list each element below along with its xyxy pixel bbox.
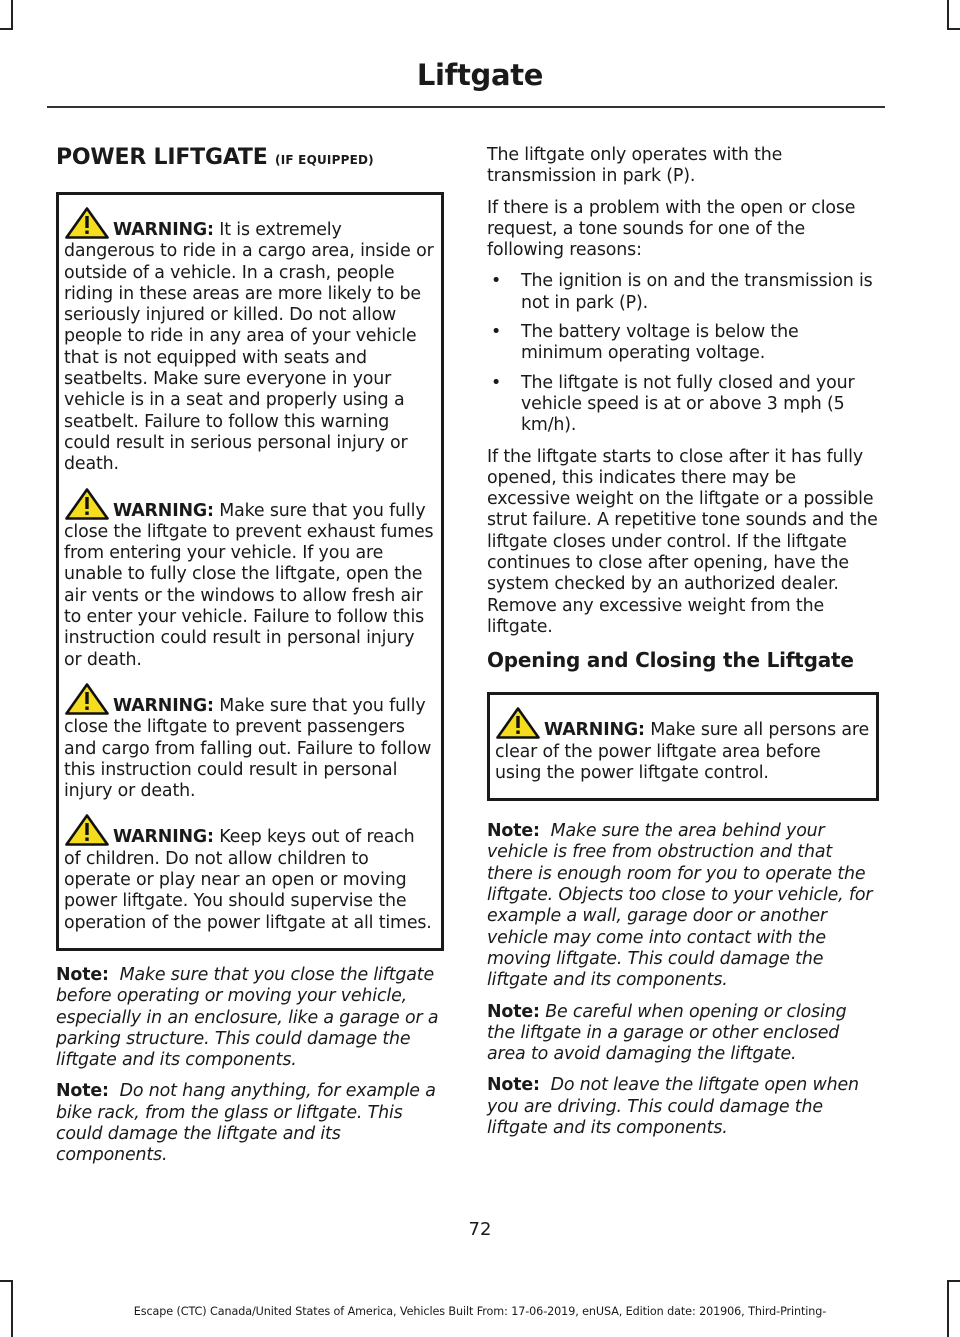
note-2 bbox=[56, 1081, 444, 1166]
note-obstruction bbox=[487, 821, 879, 991]
warning-box bbox=[487, 692, 879, 801]
warning-text: It is extremely dangerous to ride in a cargo area, inside or outside of a vehicle. In a crash, people riding in these areas are more likely to be seriously injured or killed. Do not allow people to ride in any area of your vehicle that is not equipped with seats and seatbelts. Make sure everyone in your vehicle is in a seat and properly using a seatbelt. Failure to follow this warning could result in serious personal injury or death. bbox=[64, 220, 434, 475]
note-label: Note: bbox=[56, 964, 109, 985]
note-text: Make sure that you close the liftgate before operating or moving your vehicle, especially in an enclosure, like a garage or a parking structure. This could damage the liftgate and its components. bbox=[56, 964, 439, 1071]
warning-1 bbox=[64, 207, 435, 476]
list-item-text: The ignition is on and the transmission is not in park (P). bbox=[521, 271, 873, 313]
crop-mark-top-right-h bbox=[947, 28, 960, 30]
note-label: Note: bbox=[487, 1075, 540, 1096]
warning-3 bbox=[64, 683, 435, 802]
paragraph-tone: If there is a problem with the open or close request, a tone sounds for one of the following reasons: bbox=[487, 197, 856, 261]
crop-mark-bottom-left-h bbox=[0, 1280, 13, 1282]
note-driving bbox=[487, 1075, 879, 1139]
warning-text: Make sure that you fully close the liftgate to prevent exhaust fumes from entering your vehicle. If you are unable to fully close the liftgate, open the air vents or the windows to allow fresh air to enter your vehicle. Failure to follow this instruction could result in personal injury or death. bbox=[64, 500, 434, 670]
section-title-text: POWER LIFTGATE bbox=[56, 145, 268, 170]
warning-triangle-icon bbox=[65, 814, 109, 846]
warning-text: Make sure that you fully close the liftgate to prevent passengers and cargo from falling out. Failure to follow this instruction could result in personal injury or death. bbox=[64, 695, 432, 802]
crop-mark-top-right-v bbox=[947, 0, 949, 28]
warning-label: WARNING: bbox=[544, 720, 645, 741]
page-header-title: Liftgate bbox=[416, 58, 544, 92]
crop-mark-bottom-right-h bbox=[947, 1280, 960, 1282]
spacer bbox=[56, 951, 444, 965]
list-item bbox=[487, 322, 879, 365]
section-title bbox=[56, 145, 444, 170]
right-column bbox=[487, 145, 879, 1149]
list-item bbox=[487, 271, 879, 314]
section-title-suffix: (IF EQUIPPED) bbox=[275, 153, 374, 167]
note-label: Note: bbox=[487, 821, 540, 842]
page-footer: Escape (CTC) Canada/United States of America, Vehicles Built From: 17-06-2019, enUSA, Edition date: 201906, Third-Printing- bbox=[133, 1305, 827, 1318]
warning-label: WARNING: bbox=[113, 500, 214, 521]
warning-text: Keep keys out of reach of children. Do not allow children to operate or play near an open or moving power liftgate. You should supervise the operation of the power liftgate at all times. bbox=[64, 827, 432, 933]
crop-mark-top-left-v bbox=[11, 0, 13, 28]
note-text: Make sure the area behind your vehicle is free from obstruction and that there is enough room for you to operate the liftgate. Objects too close to your vehicle, for example a wall, garage door or another vehicle may come into contact with the moving liftgate. This could damage the liftgate and its components. bbox=[487, 821, 873, 991]
page-number: 72 bbox=[468, 1219, 492, 1240]
warning-persons bbox=[495, 707, 870, 784]
note-text: Do not leave the liftgate open when you are driving. This could damage the liftgate and its components. bbox=[487, 1075, 859, 1138]
warning-label: WARNING: bbox=[113, 827, 214, 848]
warning-triangle-icon bbox=[496, 707, 540, 739]
warning-label: WARNING: bbox=[113, 220, 214, 240]
bullet-icon: • bbox=[491, 271, 502, 292]
note-1 bbox=[56, 965, 444, 1071]
warning-box bbox=[56, 192, 444, 951]
list-item-text: The liftgate is not fully closed and your vehicle speed is at or above 3 mph (5 km/h). bbox=[521, 372, 855, 436]
note-text: Do not hang anything, for example a bike rack, from the glass or liftgate. This could damage the liftgate and its components. bbox=[56, 1081, 436, 1166]
header-divider bbox=[47, 106, 885, 108]
note-text: Be careful when opening or closing the liftgate in a garage or other enclosed area to avoid damaging the liftgate. bbox=[487, 1001, 847, 1065]
note-label: Note: bbox=[487, 1001, 540, 1022]
left-column bbox=[56, 145, 444, 1177]
note-garage bbox=[487, 1002, 879, 1066]
list-item-text: The battery voltage is below the minimum operating voltage. bbox=[521, 322, 799, 364]
reasons-list bbox=[487, 271, 879, 436]
bullet-icon: • bbox=[491, 322, 502, 343]
warning-label: WARNING: bbox=[113, 695, 214, 716]
bullet-icon: • bbox=[491, 372, 502, 393]
list-item bbox=[487, 373, 879, 437]
warning-4 bbox=[64, 814, 435, 933]
warning-triangle-icon bbox=[65, 488, 109, 520]
warning-triangle-icon bbox=[65, 207, 109, 239]
crop-mark-top-left-h bbox=[0, 28, 13, 30]
paragraph-park: The liftgate only operates with the transmission in park (P). bbox=[487, 145, 783, 187]
note-label: Note: bbox=[56, 1081, 109, 1102]
subsection-title: Opening and Closing the Liftgate bbox=[487, 648, 854, 673]
warning-text: Make sure all persons are clear of the power liftgate area before using the power liftgate control. bbox=[495, 720, 870, 783]
paragraph-strut: If the liftgate starts to close after it has fully opened, this indicates there may be excessive weight on the liftgate or a possible strut failure. A repetitive tone sounds and the liftgate closes under control. If the liftgate continues to close after opening, have the system checked by an authorized dealer. Remove any excessive weight from the liftgate. bbox=[487, 446, 878, 637]
warning-2 bbox=[64, 488, 435, 671]
warning-triangle-icon bbox=[65, 683, 109, 715]
